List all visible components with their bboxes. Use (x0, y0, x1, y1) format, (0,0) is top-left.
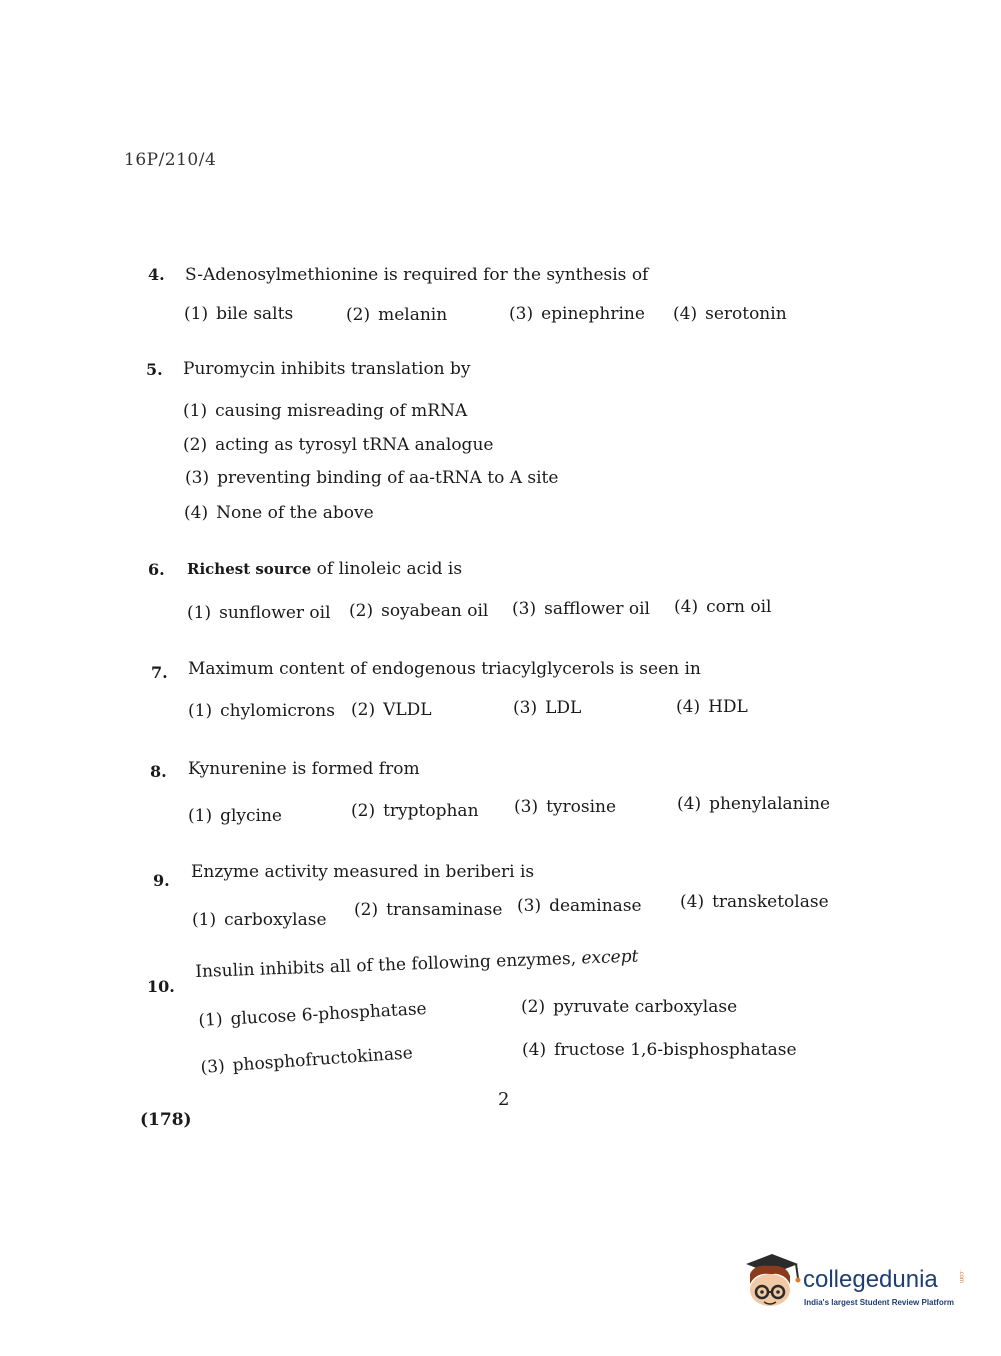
option: (2) soyabean oil (349, 601, 489, 621)
option: (2) VLDL (351, 700, 432, 720)
option: (1) chylomicrons (188, 701, 335, 721)
option: (1) glycine (188, 806, 282, 826)
option: (1) bile salts (184, 304, 294, 324)
logo-wordmark: collegedunia (803, 1266, 938, 1293)
question-number: 6. (148, 560, 165, 579)
option: (3) epinephrine (509, 304, 645, 324)
question-text: Enzyme activity measured in beriberi is (191, 862, 535, 882)
option: (4) phenylalanine (677, 794, 831, 814)
logo-tld: .com (958, 1270, 964, 1284)
option: (3) preventing binding of aa-tRNA to A site (185, 468, 559, 488)
question-text: S-Adenosylmethionine is required for the synthesis of (185, 265, 649, 285)
option: (2) acting as tyrosyl tRNA analogue (183, 435, 494, 455)
option: (3) deaminase (517, 896, 642, 916)
option: (1) glucose 6-phosphatase (198, 999, 428, 1031)
option: (4) None of the above (184, 503, 374, 523)
question-text: Richest source of linoleic acid is (187, 559, 463, 579)
question-number: 8. (150, 762, 167, 781)
question-text: Insulin inhibits all of the following enzymes, except (195, 946, 639, 982)
question-number: 5. (146, 360, 163, 379)
question-text: Maximum content of endogenous triacylglycerols is seen in (188, 659, 701, 679)
option: (3) tyrosine (514, 797, 617, 817)
option: (1) carboxylase (192, 910, 327, 930)
option: (1) causing misreading of mRNA (183, 401, 468, 421)
option: (1) sunflower oil (187, 603, 331, 623)
collegedunia-mascot-icon (740, 1250, 802, 1312)
option: (2) tryptophan (351, 801, 479, 821)
question-number: 10. (147, 977, 175, 996)
question-number: 7. (151, 663, 168, 682)
question-number: 9. (153, 871, 170, 890)
option: (2) pyruvate carboxylase (521, 997, 738, 1017)
option: (4) fructose 1,6-bisphosphatase (522, 1040, 797, 1060)
question-text: Kynurenine is formed from (188, 759, 420, 779)
option: (3) phosphofructokinase (200, 1043, 414, 1078)
page-number: 2 (498, 1089, 510, 1110)
option: (4) transketolase (680, 892, 829, 912)
footer-code: (178) (140, 1110, 192, 1130)
question-text: Puromycin inhibits translation by (183, 359, 471, 379)
question-number: 4. (148, 265, 165, 284)
paper-code: 16P/210/4 (124, 150, 217, 170)
logo-tagline: India's largest Student Review Platform (804, 1298, 954, 1307)
option: (4) corn oil (674, 597, 772, 617)
option: (4) serotonin (673, 304, 787, 324)
option: (3) LDL (513, 698, 582, 718)
option: (4) HDL (676, 697, 748, 717)
option: (3) safflower oil (512, 599, 650, 619)
option: (2) transaminase (354, 900, 503, 920)
option: (2) melanin (346, 305, 448, 325)
